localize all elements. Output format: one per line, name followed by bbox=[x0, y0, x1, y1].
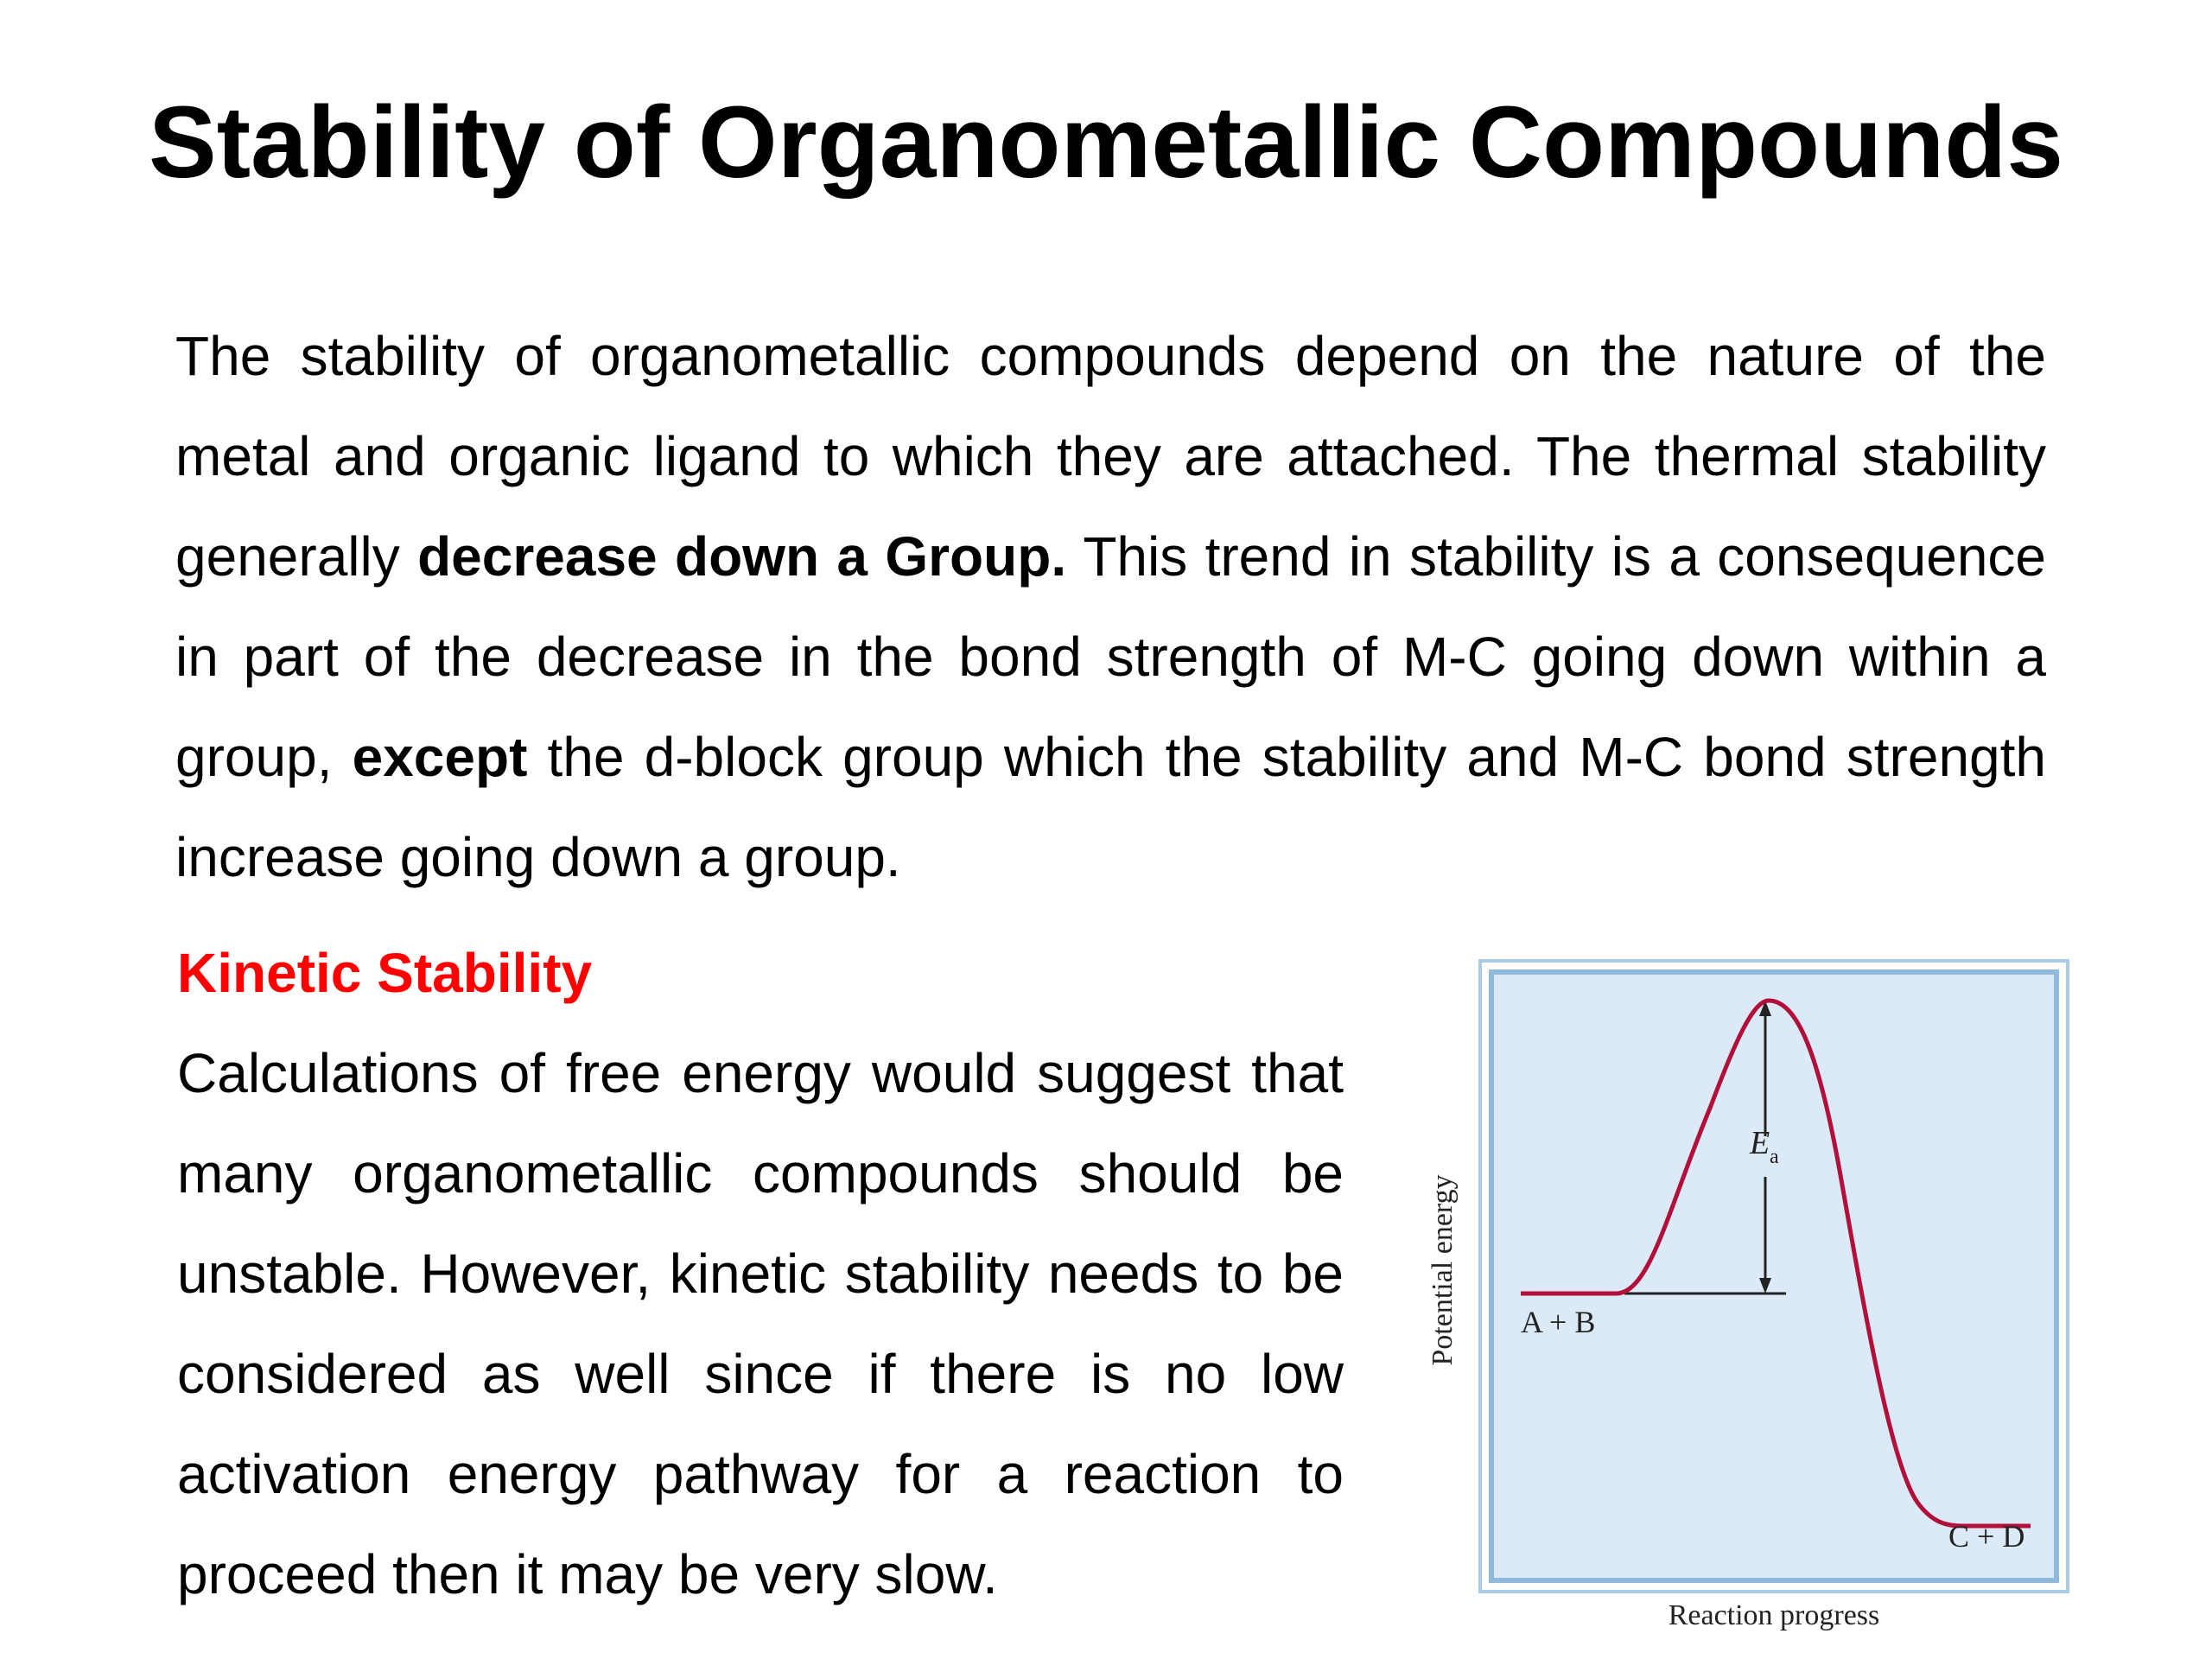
intro-bold-trend: decrease down a Group. bbox=[417, 525, 1067, 588]
intro-paragraph bbox=[175, 306, 2046, 907]
y-axis-label: Potential energy bbox=[1427, 1174, 1459, 1366]
energy-diagram-svg bbox=[1426, 950, 2203, 1642]
intro-text-1: The stability of organometallic compounds depend on the nature of the metal and organic ligand to which they are attached. The thermal stability generally bbox=[175, 325, 2046, 588]
kinetic-stability-heading: Kinetic Stability bbox=[177, 942, 593, 1004]
intro-text-2: This trend in stability is a consequence in part of the decrease in the bond strength of M-C going down within a group, bbox=[175, 525, 2047, 788]
energy-diagram bbox=[1426, 950, 2203, 1642]
activation-energy-label: E bbox=[1750, 1125, 1770, 1161]
activation-energy-subscript: a bbox=[1770, 1146, 1779, 1168]
x-axis-label: Reaction progress bbox=[1668, 1599, 1880, 1631]
diagram-panel bbox=[1491, 972, 2056, 1580]
reactants-label: A + B bbox=[1521, 1305, 1596, 1339]
page-title: Stability of Organometallic Compounds bbox=[149, 86, 2063, 200]
products-label: C + D bbox=[1948, 1519, 2025, 1554]
kinetic-stability-paragraph: Calculations of free energy would suggest that many organometallic compounds should be unstable. However, kinetic stability needs to be considered as well since if there is no low activation energy pathway for a reaction to proceed then it may be very slow. bbox=[177, 1042, 1344, 1605]
intro-text-3: the d-block group which the stability and M-C bond strength increase going down a group. bbox=[175, 726, 2047, 888]
intro-bold-except: except bbox=[352, 726, 528, 788]
